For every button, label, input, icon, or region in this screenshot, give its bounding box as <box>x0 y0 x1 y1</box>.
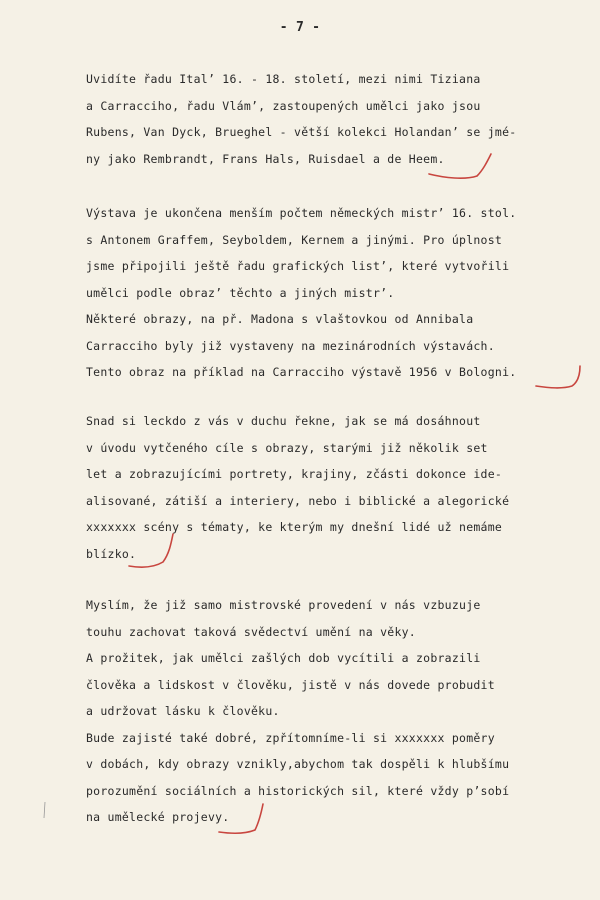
paragraph-4 <box>86 592 586 831</box>
text-line: na umělecké projevy. <box>86 810 230 824</box>
text-line: let a zobrazujícími portrety, krajiny, zčásti dokonce ide- <box>86 467 503 481</box>
text-line: umělci podle obraz’ těchto a jiných mistr’. <box>86 285 395 300</box>
text-line: Rubens, Van Dyck, Brueghel - větší kolekci Holandan’ se jmé- <box>86 125 517 139</box>
paragraph-2 <box>86 200 586 386</box>
text-line: blízko. <box>86 546 137 561</box>
text-line: Bude zajisté také dobré, zpřítomníme-li si xxxxxxx poměry <box>86 730 495 745</box>
page-number: - 7 - <box>279 20 321 35</box>
paragraph-3 <box>86 408 586 567</box>
text-line: porozumění sociálních a historických sil, které vždy p’sobí <box>86 783 510 798</box>
text-line: jsme připojili ještě řadu grafických list’, které vytvořili <box>86 259 510 273</box>
text-line: v dobách, kdy obrazy vznikly,abychom tak dospěli k hlubšímu <box>86 757 510 771</box>
text-line: xxxxxxx scény s tématy, ke kterým my dnešní lidé už nemáme <box>86 520 503 534</box>
paragraph-1 <box>86 66 586 172</box>
text-line: Carracciho byly již vystaveny na mezinárodních výstavách. <box>86 338 495 353</box>
margin-tick-mark <box>40 800 50 820</box>
text-line: člověka a lidskost v člověku, jistě v nás dovede probudit <box>86 677 495 692</box>
text-line: Některé obrazy, na př. Madona s vlaštovkou od Annibala <box>86 312 474 326</box>
text-line: s Antonem Graffem, Seyboldem, Kernem a jinými. Pro úplnost <box>86 232 503 247</box>
text-line: Výstava je ukončena menším počtem německých mistr’ 16. stol. <box>86 206 517 220</box>
text-line: a Carracciho, řadu Vlám’, zastoupených umělci jako jsou <box>86 98 481 113</box>
text-line: a udržovat lásku k člověku. <box>86 704 280 718</box>
text-line: Myslím, že již samo mistrovské provedení v nás vzbuzuje <box>86 598 481 612</box>
text-line: A prožitek, jak umělci zašlých dob vycítili a zobrazili <box>86 651 481 665</box>
text-line: Tento obraz na příklad na Carracciho výstavě 1956 v Bologni. <box>86 365 517 379</box>
text-line: Snad si leckdo z vás v duchu řekne, jak se má dosáhnout <box>86 414 481 428</box>
text-line: alisované, zátiší a interiery, nebo i biblické a alegorické <box>86 493 510 508</box>
text-line: touhu zachovat taková svědectví umění na věky. <box>86 624 416 639</box>
text-line: Uvidíte řadu Ital’ 16. - 18. století, mezi nimi Tiziana <box>86 72 481 86</box>
text-line: ny jako Rembrandt, Frans Hals, Ruisdael a de Heem. <box>86 151 445 166</box>
text-line: v úvodu vytčeného cíle s obrazy, starými již několik set <box>86 440 488 455</box>
